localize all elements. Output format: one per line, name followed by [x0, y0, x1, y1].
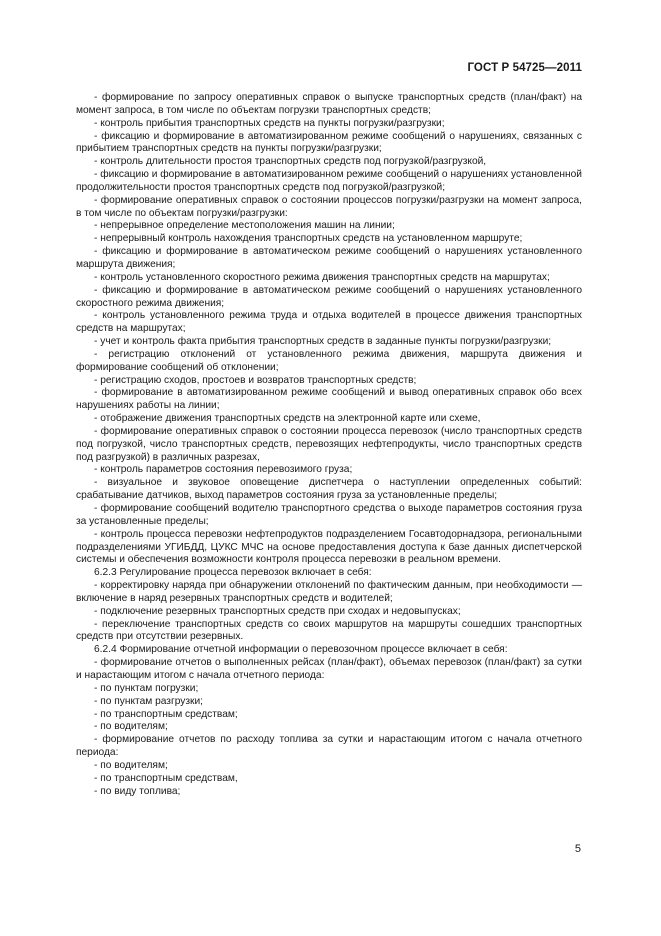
paragraph: - регистрацию сходов, простоев и возвратов транспортных средств;: [94, 374, 417, 386]
paragraph: - формирование в автоматизированном режиме сообщений и вывод оперативных справок обо всех нарушениях работы на линии;: [76, 387, 582, 412]
paragraph: - учет и контроль факта прибытия транспортных средств в заданные пункты погрузки/разгрузки;: [94, 336, 552, 348]
paragraph: - по пунктам разгрузки;: [94, 695, 203, 707]
paragraph: - подключение резервных транспортных средств при сходах и недовыпусках;: [94, 605, 461, 617]
paragraph: - отображение движения транспортных средств на электронной карте или схеме,: [94, 413, 481, 425]
paragraph: - фиксацию и формирование в автоматическом режиме сообщений о нарушениях установленного маршрута движения;: [76, 246, 582, 270]
paragraph: - формирование сообщений водителю транспортного средства о выходе параметров состояния груза за установленные пределы;: [76, 503, 582, 527]
paragraph: - контроль прибытия транспортных средств на пункты погрузки/разгрузки;: [94, 117, 445, 129]
paragraph: - формирование отчетов о выполненных рейсах (план/факт), объемах перевозок (план/факт) за сутки и нарастающим итогом с начала отчетного периода:: [76, 657, 582, 681]
paragraph: - формирование отчетов по расходу топлива за сутки и нарастающим итогом с начала отчетного периода:: [76, 734, 582, 759]
document-body: [76, 92, 582, 798]
paragraph: - фиксацию и формирование в автоматическом режиме сообщений о нарушениях установленного скоростного режима движения;: [76, 284, 582, 309]
paragraph: - формирование оперативных справок о состоянии процесса перевозок (число транспортных средств под погрузкой, число транспортных средств, перевозящих нефтепродукты, число транспортных средств под разгрузкой) в различных разрезах,: [76, 425, 582, 463]
paragraph: - контроль длительности простоя транспортных средств под погрузкой/разгрузкой,: [94, 156, 487, 168]
paragraph: - по водителям;: [94, 721, 168, 733]
page-number: 5: [574, 843, 581, 855]
paragraph: - контроль параметров состояния перевозимого груза;: [94, 464, 353, 476]
paragraph: - контроль установленного скоростного режима движения транспортных средств на маршрутах;: [94, 271, 550, 283]
paragraph: - визуальное и звуковое оповещение диспетчера о наступлении определенных событий: срабатывание датчиков, выход параметров состояния груза за установленные пределы;: [76, 477, 582, 502]
paragraph: - формирование по запросу оперативных справок о выпуске транспортных средств (план/факт) на момент запроса, в том числе по объектам погрузки транспортных средств;: [76, 92, 582, 116]
paragraph: - формирование оперативных справок о состоянии процессов погрузки/разгрузки на момент запроса, в том числе по объектам погрузки/разгрузки:: [76, 194, 582, 219]
paragraph: - по водителям;: [94, 759, 168, 771]
paragraph: - регистрацию отклонений от установленного режима движения, маршрута движения и формирование сообщений об отклонении;: [76, 348, 582, 373]
paragraph: - непрерывный контроль нахождения транспортных средств на установленном маршруте;: [94, 233, 523, 245]
paragraph: - по пунктам погрузки;: [94, 682, 199, 694]
paragraph: - непрерывное определение местоположения машин на линии;: [94, 220, 395, 232]
paragraph: - фиксацию и формирование в автоматизированном режиме сообщений о нарушениях, связанных с прибытием транспортных средств на пункты погрузки/разгрузки;: [76, 130, 582, 155]
paragraph: - корректировку наряда при обнаружении отклонений по фактическим данным, при необходимости — включение в наряд резервных транспортных средств и водителей;: [76, 580, 582, 604]
document-header: ГОСТ Р 54725—2011: [467, 62, 582, 74]
paragraph: - по транспортным средствам,: [94, 772, 238, 784]
paragraph: - контроль установленного режима труда и отдыха водителей в процессе движения транспортных средств на маршрутах;: [76, 310, 582, 335]
paragraph: 6.2.4 Формирование отчетной информации о перевозочном процессе включает в себя:: [94, 644, 508, 656]
paragraph: - переключение транспортных средств со своих маршрутов на маршруты сошедших транспортных средств при отсутствии резервных.: [76, 618, 582, 643]
paragraph: - по виду топлива;: [94, 785, 181, 797]
paragraph: 6.2.3 Регулирование процесса перевозок включает в себя:: [94, 567, 372, 579]
paragraph: - по транспортным средствам;: [94, 708, 238, 720]
paragraph: - контроль процесса перевозки нефтепродуктов подразделением Госавтодорнадзора, региональными подразделениями УГИБДД, ЦУКС МЧС на основе предоставления доступа к базе данных диспетчерской системы и обеспечения возможности контроля процесса перевозки в реальном времени.: [76, 528, 582, 566]
paragraph: - фиксацию и формирование в автоматизированном режиме сообщений о нарушениях установленной продолжительности простоя транспортных средств под погрузкой/разгрузкой;: [76, 169, 582, 193]
